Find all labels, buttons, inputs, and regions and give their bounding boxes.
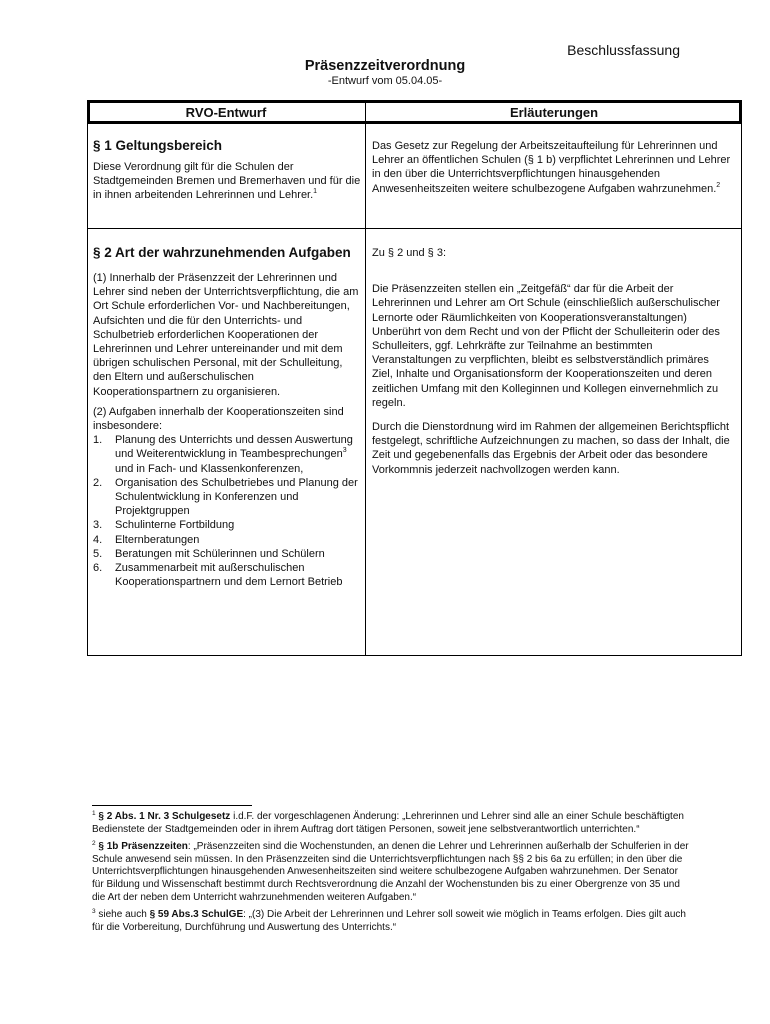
- section-1-text: Diese Verordnung gilt für die Schulen der Stadtgemeinden Bremen und Bremerhaven und für die in ihnen arbeitenden Lehrerinnen und Lehrer.$^1$: [93, 161, 361, 202]
- explanation-2-heading: Zu § 2 und § 3:: [372, 247, 446, 259]
- section-2-cell: [93, 245, 361, 589]
- section-1-title: § 1 Geltungsbereich: [93, 138, 223, 153]
- footnote-1: $^1$ § 2 Abs. 1 Nr. 3 Schulgesetz i.d.F. der vorgeschlagenen Änderung: „Lehrerinnen und Lehrer sind alle an einer Schule beschäftigten Bedienstete der Stadtgemeinden oder in ihrem Auftrag dort tätigen Personen, soweit jene selbstverantwortlich unterrichten.“: [92, 810, 684, 835]
- explanation-2-cell: [372, 246, 732, 477]
- section-1-cell: [93, 138, 361, 203]
- document-status: Beschlussfassung: [567, 42, 680, 58]
- list-item: 1. Planung des Unterrichts und dessen Auswertung und Weiterentwicklung in Teambesprechungen$^3$ und in Fach- und Klassenkonferenzen,: [93, 434, 353, 475]
- column-header-rvo: RVO-Entwurf: [185, 105, 267, 120]
- task-list: [93, 433, 361, 589]
- explanation-1-text: Das Gesetz zur Regelung der Arbeitszeitaufteilung für Lehrerinnen und Lehrer an öffentlichen Schulen (§ 1 b) verpflichtet Lehrerinnen und Lehrer in den über die Unterrichtsverpflichtungen hinausgehenden Anwesenheitszeiten weitere schulbezogene Aufgaben wahrzunehmen.$^2$: [372, 140, 731, 195]
- document-subtitle: -Entwurf vom 05.04.05-: [327, 75, 443, 87]
- explanation-1-cell: [372, 139, 732, 196]
- footnote-ref[interactable]: 1: [313, 188, 318, 196]
- column-divider: [365, 100, 366, 656]
- footnote-separator: [92, 805, 252, 806]
- section-2-para-2: (2) Aufgaben innerhalb der Kooperationszeiten sind insbesondere:: [93, 405, 344, 433]
- section-2-title: § 2 Art der wahrzunehmenden Aufgaben: [93, 245, 351, 260]
- footnote-ref[interactable]: 3: [342, 447, 347, 455]
- column-header-erlaeuterungen: Erläuterungen: [509, 105, 599, 120]
- explanation-2-para-3: Durch die Dienstordnung wird im Rahmen der allgemeinen Berichtspflicht festgelegt, schriftliche Aufzeichnungen zu machen, so dass der Inhalt, die Zeit und gegebenenfalls das Ergebnis der Arbeit oder das besondere Vorkommnis jederzeit nachvollzogen werden kann.: [372, 421, 730, 476]
- section-2-para-1: (1) Innerhalb der Präsenzzeit der Lehrerinnen und Lehrer sind neben der Unterrichtsverpflichtung, die am Ort Schule erforderlichen Vor- und Nachbereitungen, Aufsichten und die für den Unterrichts- und Schulbetrieb erforderlichen Kooperationen der Lehrerinnen und Lehrer untereinander und mit dem übrigen schulischen Personal, mit der Schulleitung, den Eltern und außerschulischen Kooperationspartnern zu organisieren.: [93, 272, 359, 398]
- footnotes: [92, 811, 692, 939]
- list-item: 4. Elternberatungen: [93, 533, 200, 546]
- footnote-ref[interactable]: 2: [716, 181, 721, 189]
- footnote-2: $^2$ § 1b Präsenzzeiten: „Präsenzzeiten sind die Wochenstunden, an denen die Lehrer und Lehrerinnen außerhalb der Schulferien in der Schule anwesend sein müssen. In den Präsenzzeiten sind die Unterrichtsverpflichtungen nach §§ 2 bis 6a zu erfüllen; in den über die Unterrichtsverpflichtungen hinausgehenden Anwesenheitszeiten sind weitere schulbezogene Aufgaben wahrzunehmen. Der Senator für Bildung und Wissenschaft bestimmt durch Rechtsverordnung die Anzahl der Wochenstunden bis zu einer Obergrenze von 35 und die Art der neben dem Unterricht wahrzunehmenden weiteren Aufgaben.“: [92, 840, 689, 903]
- footnote-3: $^3$ siehe auch § 59 Abs.3 SchulGE: „(3) Die Arbeit der Lehrerinnen und Lehrer soll soweit wie möglich in Teams erfolgen. Dies gilt auch für die Vorbereitung, Durchführung und Auswertung des Unterrichts.“: [92, 908, 686, 933]
- list-item: 2. Organisation des Schulbetriebes und Planung der Schulentwicklung in Konferenzen und Projektgruppen: [93, 476, 358, 518]
- list-item: 5. Beratungen mit Schülerinnen und Schülern: [93, 547, 325, 560]
- explanation-2-para-1: Die Präsenzzeiten stellen ein „Zeitgefäß“ dar für die Arbeit der Lehrerinnen und Lehrer am Ort Schule (einschließlich außerschulischer Lernorte oder Räumlichkeiten von Kooperationsveranstaltungen): [372, 283, 720, 324]
- list-item: 6. Zusammenarbeit mit außerschulischen Kooperationspartnern und dem Lernort Betrieb: [93, 562, 343, 589]
- list-item: 3. Schulinterne Fortbildung: [93, 519, 235, 532]
- row-divider: [87, 228, 742, 229]
- explanation-2-para-2: Unberührt von dem Recht und von der Pflicht der Schulleiterin oder des Schulleiters, ggf. Lehrkräfte zur Teilnahme an bestimmten Veranstaltungen zu verpflichten, bleibt es selbstverständlich primäres Ziel, Inhalte und Organisationsform der Kooperationszeiten und deren zeitlichen Umfang mit den Kolleginnen und Kollegen einvernehmlich zu regeln.: [372, 325, 720, 409]
- document-title: Präsenzzeitverordnung: [304, 58, 466, 74]
